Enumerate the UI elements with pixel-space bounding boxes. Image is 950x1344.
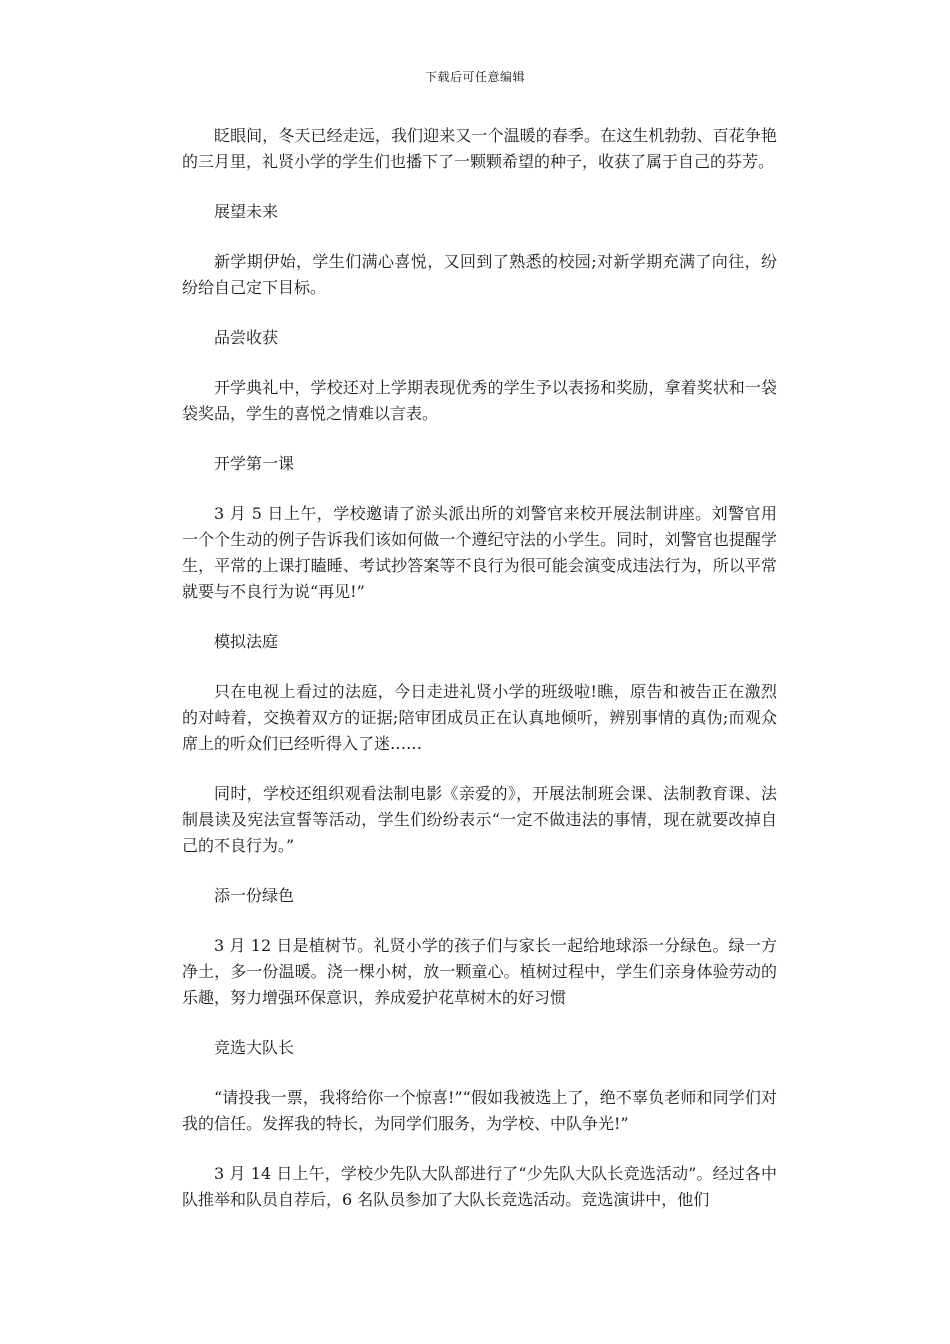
section-heading: 模拟法庭 bbox=[214, 632, 279, 651]
section-heading: 开学第一课 bbox=[214, 454, 295, 473]
article-body bbox=[182, 123, 777, 1237]
section-heading: 展望未来 bbox=[214, 202, 279, 221]
page-header: 下载后可任意编辑 bbox=[424, 70, 525, 84]
section-heading: 竞选大队长 bbox=[214, 1038, 295, 1057]
body-paragraph: 开学典礼中，学校还对上学期表现优秀的学生予以表扬和奖励，拿着奖状和一袋袋奖品，学生的喜悦之情难以言表。 bbox=[182, 378, 777, 423]
body-paragraph: 3 月 5 日上午，学校邀请了淤头派出所的刘警官来校开展法制讲座。刘警官用一个个生动的例子告诉我们该如何做一个遵纪守法的小学生。同时，刘警官也提醒学生，平常的上课打瞌睡、考试抄答案等不良行为很可能会演变成违法行为，所以平常就要与不良行为说“再见!” bbox=[182, 504, 777, 601]
body-paragraph: 同时，学校还组织观看法制电影《亲爱的》，开展法制班会课、法制教育课、法制晨读及宪法宣誓等活动，学生们纷纷表示“一定不做违法的事情，现在就要改掉自己的不良行为。” bbox=[182, 784, 777, 855]
body-paragraph: 新学期伊始，学生们满心喜悦，又回到了熟悉的校园;对新学期充满了向往，纷纷给自己定下目标。 bbox=[182, 252, 777, 297]
intro-paragraph: 眨眼间，冬天已经走远，我们迎来又一个温暖的春季。在这生机勃勃、百花争艳的三月里，礼贤小学的学生们也播下了一颗颗希望的种子，收获了属于自己的芬芳。 bbox=[182, 126, 777, 171]
body-paragraph: 只在电视上看过的法庭，今日走进礼贤小学的班级啦!瞧，原告和被告正在激烈的对峙着，交换着双方的证据;陪审团成员正在认真地倾听，辨别事情的真伪;而观众席上的听众们已经听得入了迷…… bbox=[182, 682, 777, 753]
body-paragraph: 3 月 12 日是植树节。礼贤小学的孩子们与家长一起给地球添一分绿色。绿一方净土，多一份温暖。浇一棵小树，放一颗童心。植树过程中，学生们亲身体验劳动的乐趣，努力增强环保意识，养成爱护花草树木的好习惯 bbox=[182, 936, 777, 1007]
body-paragraph: “请投我一票，我将给你一个惊喜!”“假如我被选上了，绝不辜负老师和同学们对我的信任。发挥我的特长，为同学们服务，为学校、中队争光!” bbox=[182, 1088, 777, 1133]
section-heading: 添一份绿色 bbox=[214, 886, 295, 905]
section-heading: 品尝收获 bbox=[214, 328, 279, 347]
body-paragraph: 3 月 14 日上午，学校少先队大队部进行了“少先队大队长竞选活动”。经过各中队推举和队员自荐后，6 名队员参加了大队长竞选活动。竞选演讲中，他们 bbox=[182, 1164, 777, 1209]
